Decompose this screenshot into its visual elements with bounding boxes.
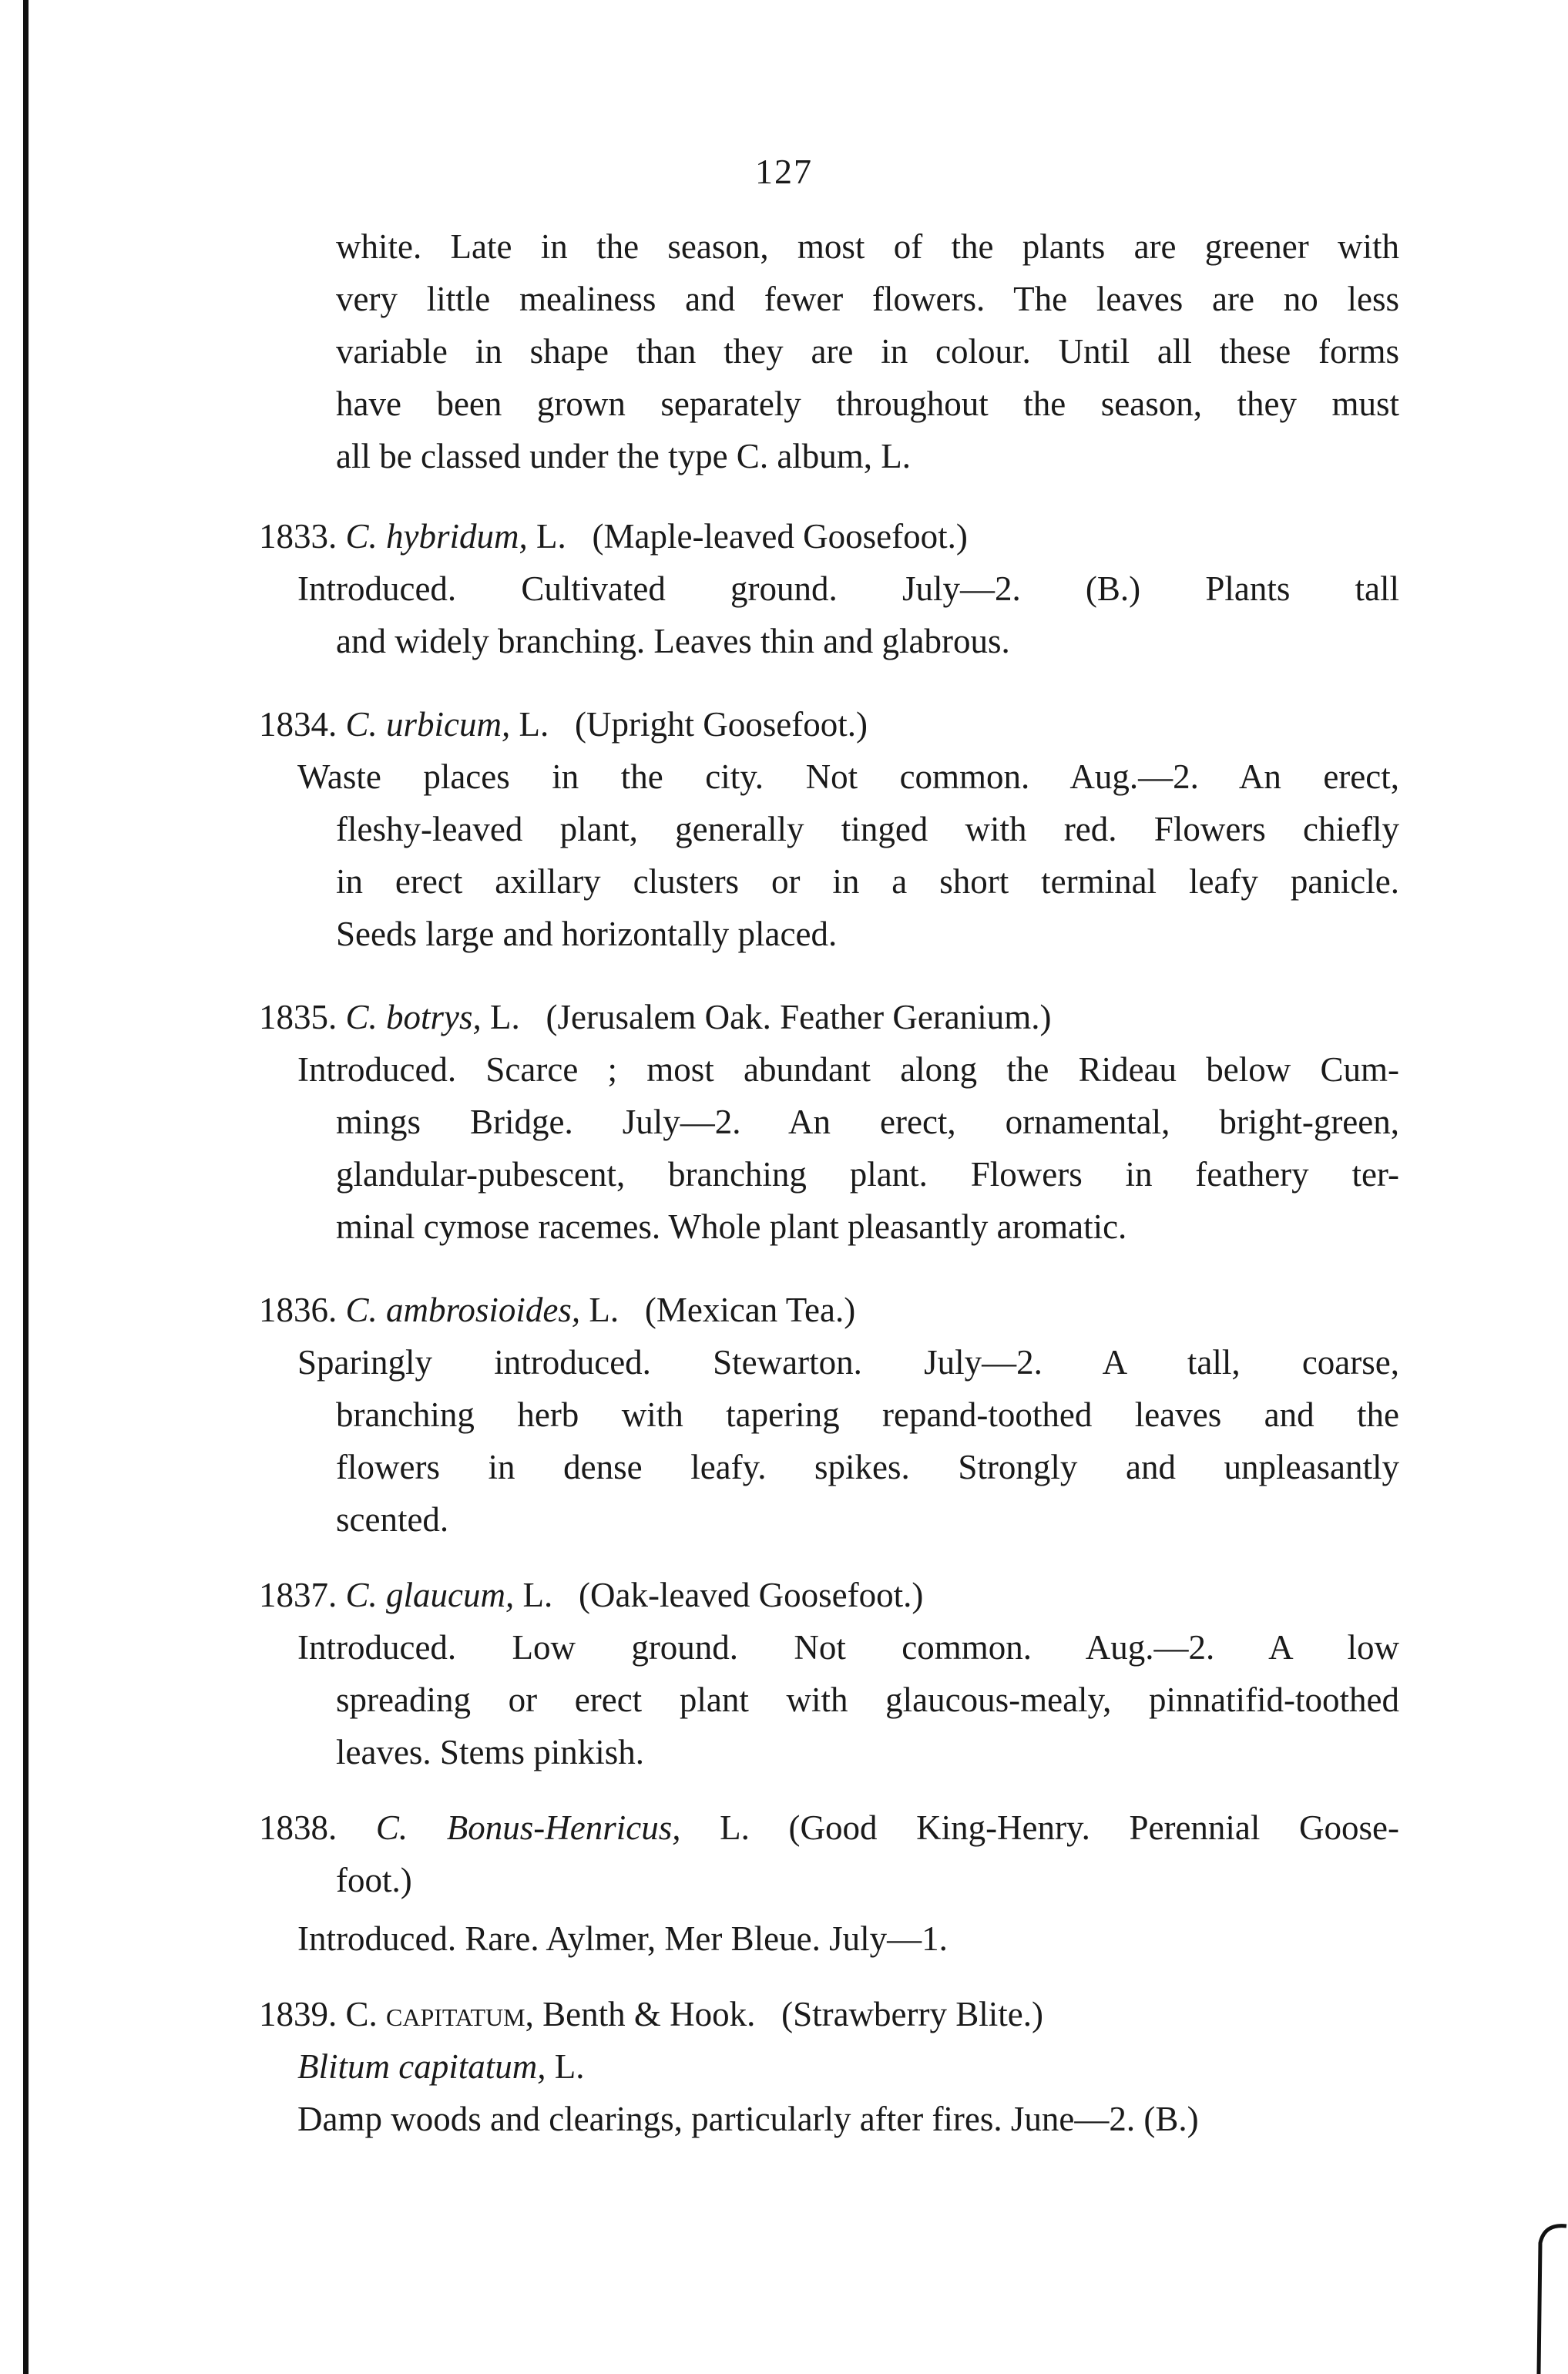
entry-heading: [259, 991, 1399, 1043]
species-name: C. botrys,: [345, 998, 482, 1036]
entry-heading: [259, 510, 1399, 562]
entry-number: 1838.: [259, 1808, 337, 1847]
page-number: 127: [755, 152, 813, 191]
species-entry-1836: [259, 1284, 1399, 1546]
species-name: C. hybridum,: [345, 517, 528, 556]
entry-line: Introduced. Low ground. Not common. Aug.—2. A low: [297, 1628, 1399, 1667]
entry-number: 1837.: [259, 1576, 337, 1614]
entry-line: leaves. Stems pinkish.: [336, 1733, 644, 1771]
intro-line: variable in shape than they are in colour. Until all these forms: [336, 332, 1399, 371]
entry-number: 1833.: [259, 517, 337, 556]
entry-line: Seeds large and horizontally placed.: [336, 915, 838, 953]
species-author: L.: [589, 1291, 619, 1329]
entry-line: Introduced. Scarce ; most abundant along the Rideau below Cum-: [297, 1050, 1399, 1089]
entry-number: 1834.: [259, 705, 337, 744]
common-name: (Oak-leaved Goosefoot.): [579, 1576, 924, 1614]
page-body: [259, 220, 1399, 2145]
common-name: (Strawberry Blite.): [781, 1995, 1043, 2033]
entry-heading: [259, 1569, 1399, 1621]
entry-number: 1836.: [259, 1291, 337, 1329]
intro-line: all be classed under the type C. album, L.: [336, 437, 912, 475]
species-name: C. urbicum,: [345, 705, 511, 744]
entry-number: 1835.: [259, 998, 337, 1036]
entry-line: Introduced. Cultivated ground. July—2. (B.) Plants tall: [297, 569, 1399, 608]
entry-heading: [259, 1284, 1399, 1336]
species-entry-1835: [259, 991, 1399, 1253]
page-corner-bracket: [1522, 2220, 1568, 2374]
entry-line: flowers in dense leafy. spikes. Strongly and unpleasantly: [336, 1448, 1399, 1486]
species-entry-1834: [259, 698, 1399, 960]
species-entry-1838: [259, 1801, 1399, 1965]
synonym-name: Blitum capitatum,: [297, 2047, 546, 2086]
entry-line: minal cymose racemes. Whole plant pleasantly aromatic.: [336, 1207, 1127, 1246]
species-entry-1837: [259, 1569, 1399, 1778]
entry-line: Waste places in the city. Not common. Aug.—2. An erect,: [297, 757, 1399, 796]
entry-line: glandular-pubescent, branching plant. Flowers in feathery ter-: [336, 1155, 1399, 1194]
species-name: C. capitatum,: [345, 1995, 534, 2033]
common-name: (Good King-Henry. Perennial Goose-: [788, 1808, 1399, 1847]
species-entry-1833: [259, 510, 1399, 667]
entry-line: in erect axillary clusters or in a short terminal leafy panicle.: [336, 862, 1399, 901]
entry-line: Sparingly introduced. Stewarton. July—2. A tall, coarse,: [297, 1343, 1399, 1382]
entry-heading: [259, 1801, 1399, 1854]
common-name-continued: foot.): [336, 1861, 412, 1899]
species-author: L.: [490, 998, 520, 1036]
synonym-line: [259, 2040, 1399, 2093]
species-author: L.: [522, 1576, 553, 1614]
species-author: Benth & Hook.: [542, 1995, 756, 2033]
intro-line: white. Late in the season, most of the plants are greener with: [336, 227, 1399, 266]
species-entry-1839: [259, 1988, 1399, 2145]
entry-line: mings Bridge. July—2. An erect, ornamental, bright-green,: [336, 1103, 1399, 1141]
intro-line: very little mealiness and fewer flowers. The leaves are no less: [336, 280, 1399, 318]
common-name: (Jerusalem Oak. Feather Geranium.): [546, 998, 1052, 1036]
entry-number: 1839.: [259, 1995, 337, 2033]
entry-line: branching herb with tapering repand-toothed leaves and the: [336, 1395, 1399, 1434]
entry-line: spreading or erect plant with glaucous-mealy, pinnatifid-toothed: [336, 1681, 1399, 1719]
intro-line: have been grown separately throughout the season, they must: [336, 384, 1399, 423]
intro-paragraph: [259, 220, 1399, 482]
common-name: (Maple-leaved Goosefoot.): [592, 517, 968, 556]
common-name: (Mexican Tea.): [644, 1291, 856, 1329]
species-name: C. Bonus-Henricus,: [375, 1808, 681, 1847]
entry-line: scented.: [336, 1500, 449, 1539]
entry-line: Damp woods and clearings, particularly after fires. June—2. (B.): [297, 2100, 1199, 2138]
common-name: (Upright Goosefoot.): [575, 705, 868, 744]
species-author: L.: [536, 517, 566, 556]
synonym-author: L.: [554, 2047, 585, 2086]
page-left-rule: [23, 0, 29, 2374]
entry-heading: [259, 1988, 1399, 2040]
entry-line: and widely branching. Leaves thin and glabrous.: [336, 622, 1010, 660]
species-name: C. glaucum,: [345, 1576, 515, 1614]
species-author: L.: [720, 1808, 750, 1847]
entry-line: fleshy-leaved plant, generally tinged with red. Flowers chiefly: [336, 810, 1399, 848]
species-name: C. ambrosioides,: [345, 1291, 581, 1329]
entry-heading: [259, 698, 1399, 750]
entry-line: Introduced. Rare. Aylmer, Mer Bleue. July—1.: [297, 1919, 948, 1958]
species-author: L.: [519, 705, 549, 744]
